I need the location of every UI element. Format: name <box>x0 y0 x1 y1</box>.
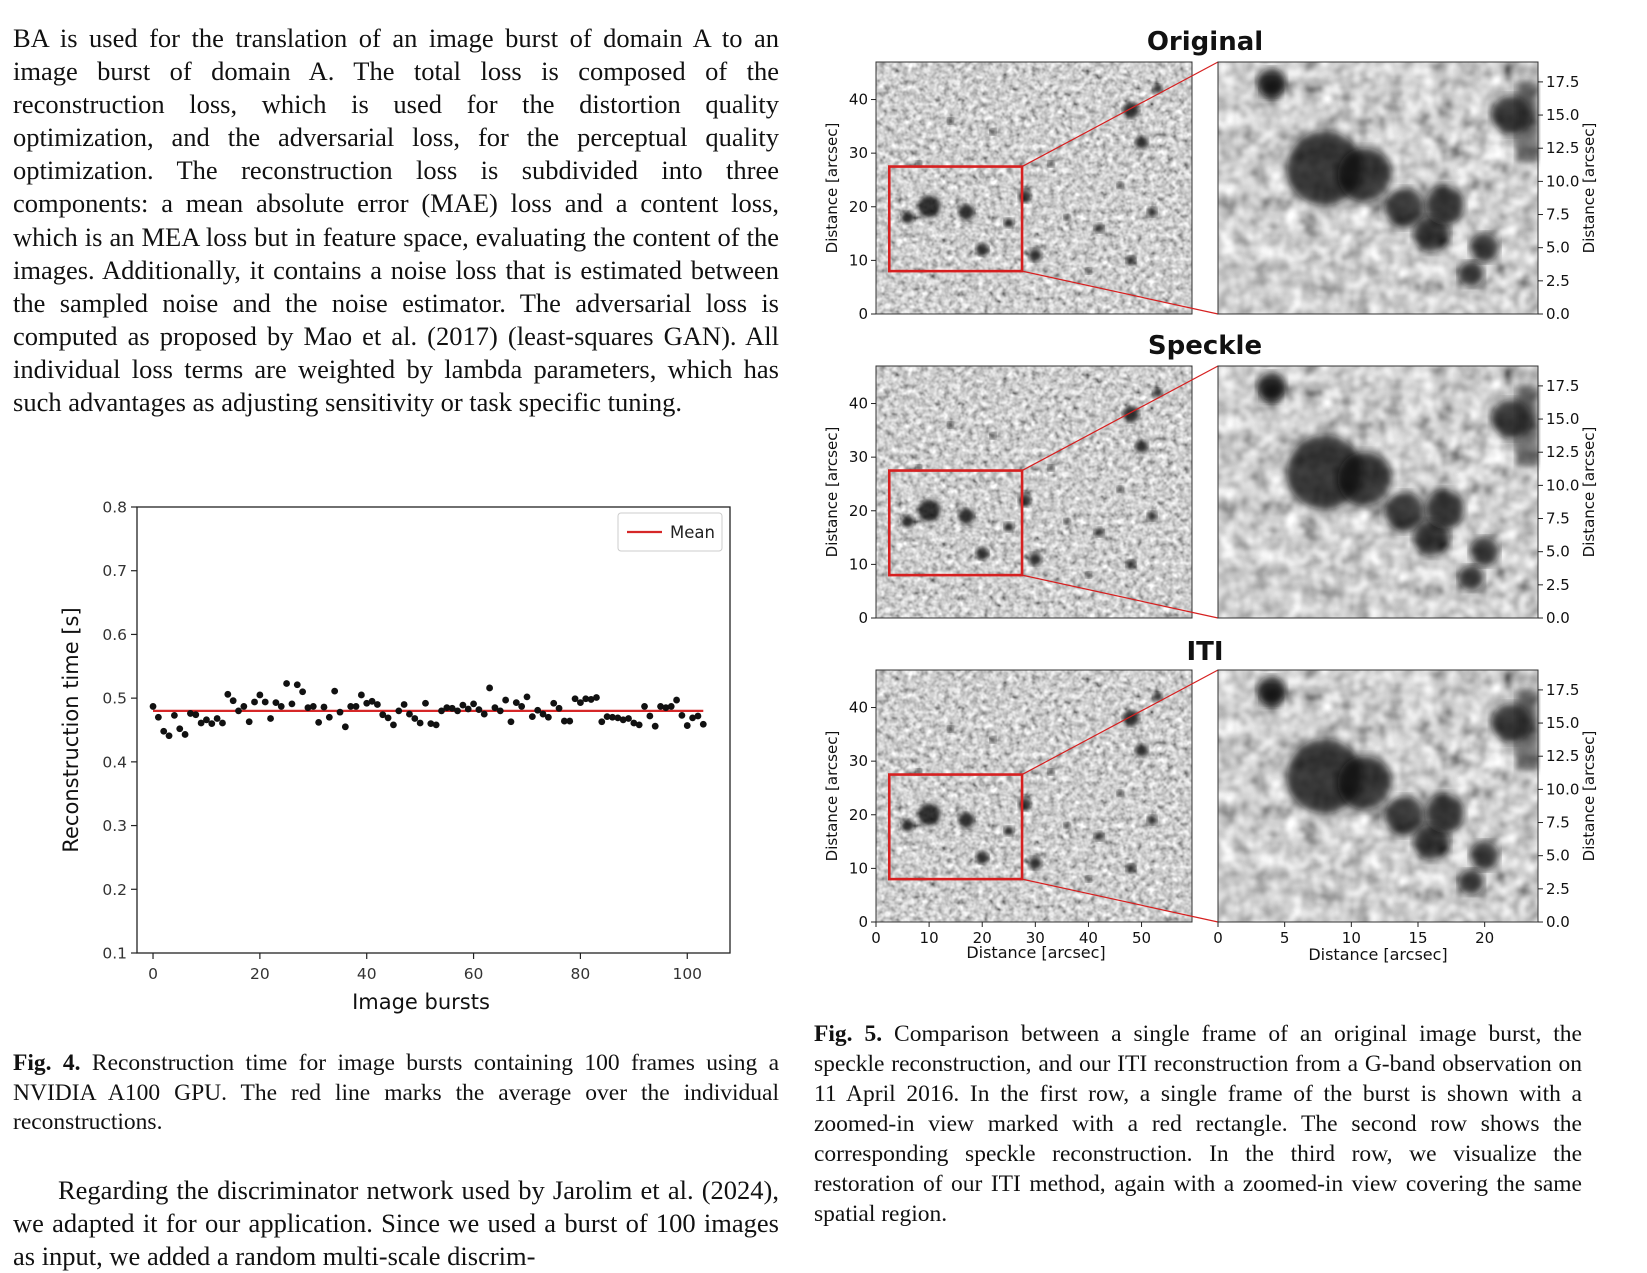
x-tick-label: 0 <box>148 965 158 983</box>
data-point <box>508 718 515 725</box>
right-y-tick-label: 15.0 <box>1546 106 1580 125</box>
right-y-tick-label: 15.0 <box>1546 410 1580 429</box>
left-y-tick-label: 10 <box>848 859 868 878</box>
zoomed-image <box>1218 366 1538 618</box>
left-x-tick-label: 30 <box>1025 929 1045 947</box>
body-paragraph-intro: BA is used for the translation of an image burst of domain A to an image burst of domain A. The total loss is composed of the reconstruction loss, which is used for the distortion quality optimization, and the adversarial loss, for the perceptual quality optimization. The reconstruction loss is subdivided into three components: a mean absolute error (MAE) loss and a content loss, which is an MEA loss but in feature space, evaluating the content of the images. Additionally, it contains a noise loss that is estimated between the sampled noise and the noise estimator. The adversarial loss is computed as proposed by Mao et al. (2017) (least-squares GAN). All individual loss terms are weighted by lambda parameters, which has such advantages as adjusting sensitivity or task specific tuning. <box>13 23 779 418</box>
zoomed-image <box>1218 62 1538 314</box>
data-point <box>454 707 461 714</box>
data-point <box>470 700 477 707</box>
data-point <box>497 707 504 714</box>
data-point <box>641 703 648 710</box>
data-point <box>240 703 247 710</box>
x-tick-label: 60 <box>463 965 484 983</box>
data-point <box>411 715 418 722</box>
data-point <box>160 728 167 735</box>
full-field-image <box>876 62 1192 314</box>
data-point <box>390 722 397 729</box>
data-point <box>652 723 659 730</box>
data-point <box>518 703 525 710</box>
data-point <box>636 722 643 729</box>
left-x-tick-label: 20 <box>972 929 992 947</box>
data-point <box>476 706 483 713</box>
right-y-tick-label: 12.5 <box>1546 747 1580 766</box>
fig5-right-xlabel: Distance [arcsec] <box>1308 945 1448 964</box>
data-point <box>246 718 253 725</box>
left-y-axis-label: Distance [arcsec] <box>823 122 841 254</box>
data-point <box>283 680 290 687</box>
data-point <box>465 706 472 713</box>
x-tick-label: 100 <box>672 965 703 983</box>
right-x-tick-label: 5 <box>1279 929 1290 947</box>
right-y-tick-label: 0.0 <box>1546 913 1570 931</box>
data-point <box>321 704 328 711</box>
right-y-tick-label: 10.0 <box>1546 172 1580 191</box>
right-x-tick-label: 20 <box>1475 929 1495 947</box>
fig4-label: Fig. 4. <box>13 1050 81 1076</box>
fig5-row-title: ITI <box>1186 637 1224 667</box>
data-point <box>353 703 360 710</box>
data-point <box>524 693 531 700</box>
fig5-row-iti <box>823 637 1598 947</box>
data-point <box>417 720 424 727</box>
left-y-tick-label: 30 <box>848 144 868 163</box>
body-paragraph-regarding: Regarding the discriminator network used by Jarolim et al. (2024), we adapted it for our application. Since we used a burst of 100 images as input, we added a random multi-scale discrim- <box>13 1175 779 1272</box>
data-point <box>385 714 392 721</box>
data-point <box>208 720 215 727</box>
data-point <box>166 732 173 739</box>
fig5-left-xlabel: Distance [arcsec] <box>966 943 1106 962</box>
right-y-tick-label: 17.5 <box>1546 680 1580 699</box>
right-y-tick-label: 12.5 <box>1546 139 1580 158</box>
left-y-tick-label: 20 <box>848 197 868 216</box>
right-y-tick-label: 5.0 <box>1546 238 1570 257</box>
data-point <box>486 685 493 692</box>
data-point <box>502 697 509 704</box>
data-point <box>235 707 242 714</box>
data-point <box>278 703 285 710</box>
fig5-row-title: Speckle <box>1147 331 1263 361</box>
left-x-tick-label: 10 <box>919 929 939 947</box>
right-y-axis-label: Distance [arcsec] <box>1580 730 1598 862</box>
right-y-tick-label: 2.5 <box>1546 271 1570 290</box>
right-y-tick-label: 10.0 <box>1546 476 1580 495</box>
data-point <box>256 692 263 699</box>
data-point <box>550 700 557 707</box>
plot-frame <box>137 507 730 953</box>
full-field-image <box>876 670 1192 922</box>
left-y-tick-label: 40 <box>848 394 868 413</box>
data-point <box>182 731 189 738</box>
right-y-axis-label: Distance [arcsec] <box>1580 122 1598 254</box>
right-y-tick-label: 17.5 <box>1546 72 1580 91</box>
data-point <box>150 703 157 710</box>
data-point <box>267 715 274 722</box>
data-point <box>593 694 600 701</box>
left-y-tick-label: 10 <box>848 555 868 574</box>
fig5-row-title: Original <box>1146 27 1264 57</box>
data-point <box>422 700 429 707</box>
data-point <box>684 722 691 729</box>
y-tick-label: 0.7 <box>102 562 127 581</box>
fig5-caption-text: Comparison between a single frame of an original image burst, the speckle reconstruction, and our ITI reconstruction from a G-band observation on 11 April 2016. In the first row, a single frame of the burst is shown with a zoomed-in view marked with a red rectangle. The second row shows the corresponding speckle reconstruction. In the third row, we visualize the restoration of our ITI method, again with a zoomed-in view covering the same spatial region. <box>814 1021 1582 1227</box>
right-y-tick-label: 7.5 <box>1546 205 1570 224</box>
y-tick-label: 0.3 <box>102 817 127 836</box>
left-y-tick-label: 0 <box>858 305 868 323</box>
data-point <box>566 718 573 725</box>
y-tick-label: 0.8 <box>102 498 127 517</box>
left-y-tick-label: 10 <box>848 251 868 270</box>
data-point <box>545 714 552 721</box>
data-point <box>342 723 349 730</box>
right-y-tick-label: 5.0 <box>1546 542 1570 561</box>
left-y-tick-label: 20 <box>848 805 868 824</box>
data-point <box>401 701 408 708</box>
data-point <box>679 712 686 719</box>
x-tick-label: 80 <box>570 965 591 983</box>
right-y-tick-label: 2.5 <box>1546 879 1570 898</box>
fig5-caption <box>814 1019 1582 1229</box>
left-y-axis-label: Distance [arcsec] <box>823 426 841 558</box>
y-tick-label: 0.6 <box>102 625 127 644</box>
fig5-label: Fig. 5. <box>814 1021 883 1047</box>
data-point <box>406 711 413 718</box>
data-point <box>358 692 365 699</box>
data-point <box>214 715 221 722</box>
data-point <box>326 714 333 721</box>
data-point <box>337 709 344 716</box>
legend-mean-label: Mean <box>670 523 715 542</box>
right-y-tick-label: 0.0 <box>1546 305 1570 323</box>
right-y-tick-label: 17.5 <box>1546 376 1580 395</box>
data-point <box>192 711 199 718</box>
y-tick-label: 0.2 <box>102 880 127 899</box>
data-point <box>646 713 653 720</box>
full-field-image <box>876 366 1192 618</box>
x-axis-label: Image bursts <box>352 990 490 1014</box>
data-point <box>700 721 707 728</box>
fig5-row-speckle <box>823 331 1598 627</box>
left-x-tick-label: 40 <box>1078 929 1098 947</box>
data-point <box>668 703 675 710</box>
y-axis-label: Reconstruction time [s] <box>59 607 83 853</box>
right-y-tick-label: 10.0 <box>1546 780 1580 799</box>
right-y-tick-label: 5.0 <box>1546 846 1570 865</box>
left-x-tick-label: 50 <box>1131 929 1152 947</box>
data-point <box>331 688 338 695</box>
data-point <box>289 700 296 707</box>
data-point <box>310 703 317 710</box>
right-y-tick-label: 12.5 <box>1546 443 1580 462</box>
y-tick-label: 0.4 <box>102 753 127 772</box>
data-point <box>251 699 258 706</box>
data-point <box>556 705 563 712</box>
fig5-row-original <box>823 27 1598 323</box>
left-y-tick-label: 40 <box>848 698 868 717</box>
data-point <box>299 688 306 695</box>
left-y-tick-label: 20 <box>848 501 868 520</box>
fig4-scatter-chart <box>0 480 780 1020</box>
fig4-caption <box>13 1049 779 1138</box>
right-y-axis-label: Distance [arcsec] <box>1580 426 1598 558</box>
y-tick-label: 0.1 <box>102 944 127 963</box>
data-point <box>315 719 322 726</box>
data-point <box>395 707 402 714</box>
left-y-tick-label: 0 <box>858 913 868 931</box>
data-point <box>481 711 488 718</box>
fig4-caption-text: Reconstruction time for image bursts containing 100 frames using a NVIDIA A100 GPU. The red line marks the average over the individual reconstructions. <box>13 1050 779 1136</box>
right-y-tick-label: 15.0 <box>1546 714 1580 733</box>
data-point <box>294 681 301 688</box>
data-point <box>176 725 183 732</box>
left-x-tick-label: 0 <box>871 929 881 947</box>
zoomed-image <box>1218 670 1538 922</box>
x-tick-label: 20 <box>250 965 270 983</box>
data-point <box>219 720 226 727</box>
data-point <box>529 713 536 720</box>
right-x-tick-label: 0 <box>1213 929 1223 947</box>
left-y-tick-label: 30 <box>848 752 868 771</box>
data-point <box>171 712 178 719</box>
data-point <box>262 699 269 706</box>
data-point <box>433 722 440 729</box>
right-y-tick-label: 2.5 <box>1546 575 1570 594</box>
right-x-tick-label: 15 <box>1408 929 1428 947</box>
data-point <box>695 713 702 720</box>
right-y-tick-label: 0.0 <box>1546 609 1570 627</box>
y-tick-label: 0.5 <box>102 689 127 708</box>
right-x-tick-label: 10 <box>1341 929 1361 947</box>
left-y-tick-label: 0 <box>858 609 868 627</box>
data-point <box>625 715 632 722</box>
data-point <box>374 701 381 708</box>
x-tick-label: 40 <box>356 965 377 983</box>
right-y-tick-label: 7.5 <box>1546 509 1570 528</box>
left-y-axis-label: Distance [arcsec] <box>823 730 841 862</box>
left-y-tick-label: 40 <box>848 90 868 109</box>
data-point <box>230 697 237 704</box>
data-point <box>224 691 231 698</box>
fig5-figure <box>820 20 1610 980</box>
data-point <box>155 714 162 721</box>
data-point <box>673 697 680 704</box>
right-y-tick-label: 7.5 <box>1546 813 1570 832</box>
left-y-tick-label: 30 <box>848 448 868 467</box>
data-point <box>598 718 605 725</box>
